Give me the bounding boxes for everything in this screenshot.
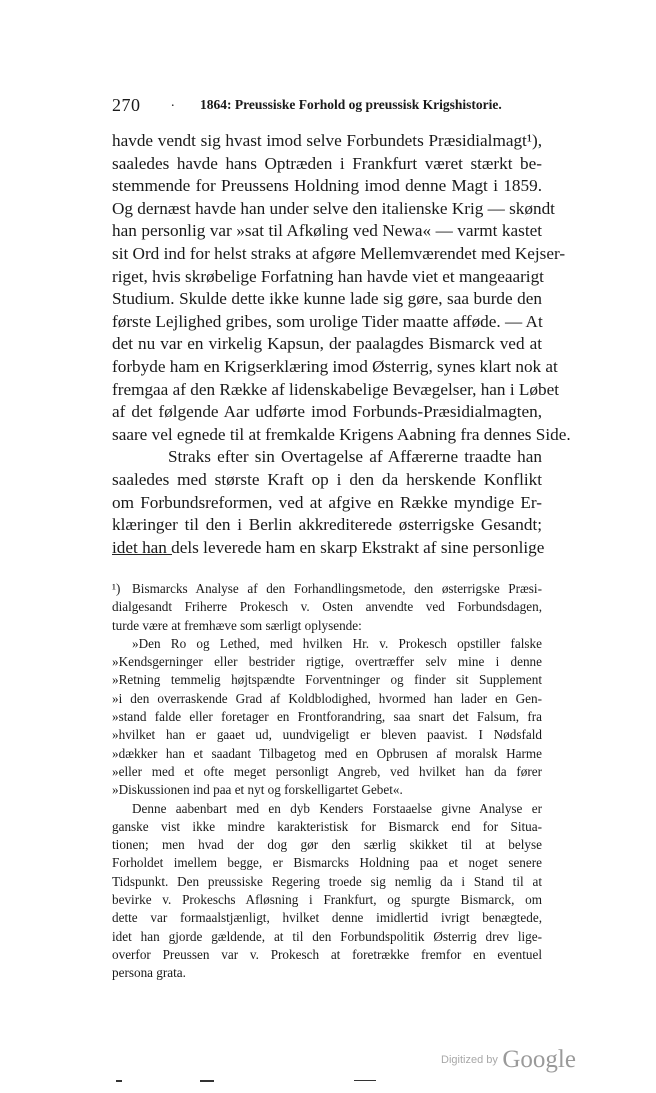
bottom-print-marks	[112, 1080, 312, 1086]
footnote	[112, 580, 542, 983]
footnote-line: bevirke v. Prokeschs Afløsning i Frankfurt, og spurgte Bismarck, om	[112, 892, 542, 908]
text-line: saare vel egnede til at fremkalde Krigens Aabning fra dennes Side.	[112, 424, 571, 444]
text-line: det nu var en virkelig Kapsun, der paalagdes Bismarck ved at	[112, 334, 542, 354]
paragraph-start-line: Straks efter sin Overtagelse af Affærerne traadte han	[168, 447, 542, 467]
footnote-line: Denne aabenbart med en dyb Kenders Forstaaelse givne Analyse er	[132, 800, 542, 816]
quote-line: »hvilket han er gaaet ud, uundvigeligt er bleven paavist. I Nødsfald	[112, 727, 542, 743]
quote-line: »stand falde eller foretager en Frontforandring, saa snart det Falsum, fra	[112, 709, 542, 725]
footnote-line: dialgesandt Friherre Prokesch v. Osten anvendte ved Forbundsdagen,	[112, 599, 542, 615]
quote-line: »Kendsgerninger eller bestrider rigtige, overtræffer selv mine i denne	[112, 654, 542, 670]
footnote-text: Bismarcks Analyse af den Forhandlingsmetode, den østerrigske Præsi-	[132, 581, 542, 596]
footnote-line: overfor Preussen var v. Prokesch at foretrække fremfor en eventuel	[112, 946, 542, 962]
print-mark	[116, 1080, 122, 1082]
text-line: havde vendt sig hvast imod selve Forbundets Præsidialmagt¹),	[112, 131, 542, 150]
text-line: sit Ord ind for helst straks at afgøre Mellemværendet med Kejser-	[112, 243, 566, 263]
quote-line: »dækker han et saadant Tilbagetog med en Opbrusen af moralsk Harme	[112, 745, 542, 761]
quote-line: »eller med et ofte meget personligt Angreb, ved hvilket han da fører	[112, 763, 542, 779]
footnote-line-first	[112, 580, 542, 598]
main-text	[112, 130, 571, 559]
footnote-line: idet han gjorde gældende, at til den Forbundspolitik Østerrig drev lige-	[112, 928, 542, 944]
text-line: Studium. Skulde dette ikke kunne lade sig gøre, saa burde den	[112, 289, 542, 309]
footnote-marker: ¹)	[112, 581, 121, 596]
print-mark	[354, 1080, 376, 1081]
google-logo: Google	[502, 1046, 576, 1073]
digitized-watermark	[441, 1046, 576, 1074]
text-line: stemmende for Preussens Holdning imod denne Magt i 1859.	[112, 176, 542, 196]
text-line: klæringer til den i Berlin akkrediterede østerrigske Gesandt;	[112, 515, 542, 535]
watermark-prefix: Digitized by	[441, 1054, 498, 1066]
footnote-line: tionen; men hvad der dog gør den særlig skikket til at belyse	[112, 837, 542, 853]
text-line: saaledes med største Kraft op i den da herskende Konflikt	[112, 469, 542, 489]
footnote-divider	[112, 554, 172, 555]
text-line: af det følgende Aar udførte imod Forbunds-Præsidialmagten,	[112, 402, 542, 422]
quote-line: »Den Ro og Lethed, med hvilken Hr. v. Prokesch opstiller falske	[132, 635, 542, 651]
header-separator: .	[171, 95, 175, 110]
page-number: 270	[112, 95, 141, 115]
footnote-line: ganske vist ikke mindre karakteristisk for Bismarck end for Situa-	[112, 818, 542, 834]
text-line: riget, hvis skrøbelige Forfatning han havde viet et mangeaarigt	[112, 266, 544, 286]
print-mark	[200, 1080, 214, 1082]
quote-line: »Retning temmelig højtspændte Forventninger og finder sit Supplement	[112, 672, 542, 688]
quote-line: »Diskussionen ind paa et nyt og forskelligartet Gebet«.	[112, 782, 403, 798]
text-line: idet han dels leverede ham en skarp Ekstrakt af sine personlige	[112, 537, 545, 557]
footnote-line: Forholdet imellem begge, er Bismarcks Holdning paa et noget senere	[112, 855, 542, 871]
text-line: om Forbundsreformen, ved at afgive en Række myndige Er-	[112, 492, 542, 512]
footnote-line: dette var formaalstjænligt, hvilket denne imidlertid ivrigt benægtede,	[112, 910, 542, 926]
running-title: 1864: Preussiske Forhold og preussisk Krigshistorie.	[200, 97, 502, 112]
footnote-line: persona grata.	[112, 965, 186, 981]
text-line: fremgaa af den Række af lidenskabelige Bevægelser, han i Løbet	[112, 379, 559, 399]
text-line: forbyde ham en Krigserklæring imod Østerrig, synes klart nok at	[112, 356, 558, 376]
page-header	[112, 95, 544, 115]
text-line: Og dernæst havde han under selve den italienske Krig — skøndt	[112, 198, 555, 218]
text-line: saaledes havde hans Optræden i Frankfurt været stærkt be-	[112, 153, 542, 173]
text-line: han personlig var »sat til Afkøling ved Newa« — varmt kastet	[112, 221, 542, 241]
quote-line: »i den overraskende Grad af Koldblodighed, hvormed han lader en Gen-	[112, 690, 542, 706]
footnote-line: turde være at fremhæve som særligt oplysende:	[112, 617, 362, 633]
footnote-line: Tidspunkt. Den preussiske Regering troede sig nemlig da i Stand til at	[112, 873, 542, 889]
text-line: første Lejlighed gribes, som urolige Tider maatte afføde. — At	[112, 311, 543, 331]
